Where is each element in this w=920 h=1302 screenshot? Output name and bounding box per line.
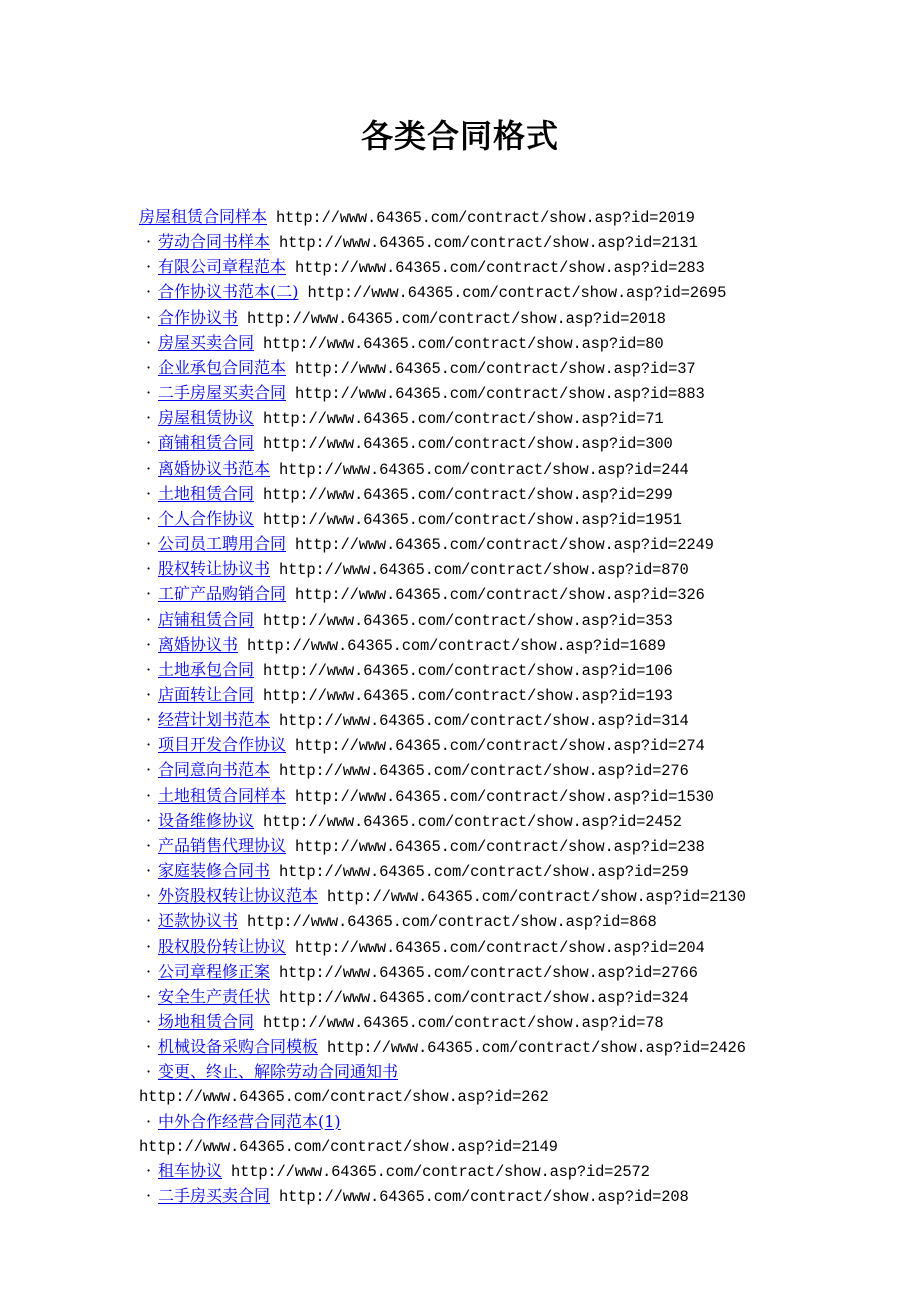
- list-item: [139, 658, 839, 683]
- bullet-mark: ·: [145, 760, 152, 780]
- contract-link[interactable]: 安全生产责任状: [158, 986, 271, 1006]
- contract-url: http://www.64365.com/contract/show.asp?id=883: [295, 385, 705, 404]
- bullet-mark: ·: [145, 886, 152, 906]
- bullet-mark: ·: [145, 684, 152, 704]
- bullet-mark: ·: [145, 1037, 152, 1057]
- contract-url: http://www.64365.com/contract/show.asp?id=2572: [231, 1162, 650, 1181]
- bullet-mark: ·: [145, 785, 152, 805]
- bullet-mark: ·: [145, 483, 152, 503]
- contract-url: http://www.64365.com/contract/show.asp?id=1951: [263, 510, 682, 529]
- list-item: [139, 381, 839, 406]
- contract-url: http://www.64365.com/contract/show.asp?id=106: [263, 661, 673, 680]
- contract-link[interactable]: 股权转让协议书: [158, 559, 271, 579]
- contract-url: http://www.64365.com/contract/show.asp?id=2695: [307, 284, 727, 303]
- contract-url: http://www.64365.com/contract/show.asp?id=2131: [279, 234, 698, 253]
- list-item: [139, 960, 839, 985]
- list-item: [139, 1184, 839, 1209]
- page-title: 各类合同格式: [360, 117, 559, 155]
- list-item: [139, 758, 839, 783]
- list-item: [139, 608, 839, 633]
- contract-link[interactable]: 产品销售代理协议: [158, 835, 287, 855]
- contract-link[interactable]: 房屋买卖合同: [158, 332, 255, 352]
- list-item: [139, 809, 839, 834]
- contract-link[interactable]: 股权股份转让协议: [158, 936, 287, 956]
- list-item: [139, 834, 839, 859]
- contract-link[interactable]: 租车协议: [158, 1160, 223, 1180]
- list-item: [139, 784, 839, 809]
- list-item: [139, 1159, 839, 1184]
- bullet-mark: ·: [145, 357, 152, 377]
- list-item: [139, 1110, 839, 1134]
- bullet-mark: ·: [145, 911, 152, 931]
- bullet-mark: ·: [145, 1160, 152, 1180]
- contract-link[interactable]: 合作协议书范本(二): [158, 282, 299, 302]
- bullet-mark: ·: [145, 861, 152, 881]
- bullet-mark: ·: [145, 961, 152, 981]
- bullet-mark: ·: [145, 634, 152, 654]
- contract-link[interactable]: 房屋租赁合同样本: [139, 207, 268, 226]
- bullet-mark: ·: [145, 1012, 152, 1031]
- bullet-mark: ·: [145, 232, 152, 252]
- list-item: [139, 884, 839, 909]
- contract-url: http://www.64365.com/contract/show.asp?id=300: [263, 435, 673, 454]
- list-item: [139, 985, 839, 1010]
- contract-link[interactable]: 二手房买卖合同: [158, 1186, 271, 1206]
- list-item: [139, 457, 839, 482]
- list-item: [139, 909, 839, 934]
- list-item: [139, 1060, 839, 1084]
- bullet-mark: ·: [145, 659, 152, 679]
- contract-url: http://www.64365.com/contract/show.asp?id=1530: [295, 787, 714, 806]
- bullet-mark: ·: [145, 735, 152, 755]
- bullet-mark: ·: [145, 257, 152, 277]
- bullet-mark: ·: [145, 1062, 152, 1082]
- contract-url: http://www.64365.com/contract/show.asp?id=244: [279, 460, 689, 479]
- contract-url: http://www.64365.com/contract/show.asp?id=2426: [327, 1039, 746, 1058]
- contract-link[interactable]: 还款协议书: [158, 911, 239, 931]
- list-item: [139, 557, 839, 582]
- contract-url: http://www.64365.com/contract/show.asp?id=353: [263, 611, 673, 630]
- contract-link[interactable]: 项目开发合作协议: [158, 735, 287, 755]
- contract-link[interactable]: 店铺租赁合同: [158, 609, 255, 629]
- contract-link[interactable]: 土地租赁合同样本: [158, 785, 287, 805]
- contract-list: [139, 205, 839, 1209]
- bullet-mark: ·: [145, 936, 152, 956]
- contract-link[interactable]: 机械设备采购合同模板: [158, 1037, 319, 1057]
- contract-link[interactable]: 土地承包合同: [158, 659, 255, 679]
- contract-link[interactable]: 离婚协议书: [158, 634, 239, 654]
- contract-link[interactable]: 合作协议书: [158, 307, 239, 327]
- contract-url: http://www.64365.com/contract/show.asp?id=276: [279, 762, 689, 781]
- bullet-mark: ·: [145, 986, 152, 1006]
- contract-url: http://www.64365.com/contract/show.asp?id=193: [263, 686, 673, 705]
- contract-url: http://www.64365.com/contract/show.asp?id=868: [247, 913, 657, 932]
- bullet-mark: ·: [145, 383, 152, 403]
- contract-url: http://www.64365.com/contract/show.asp?id=1689: [247, 636, 666, 655]
- contract-url: http://www.64365.com/contract/show.asp?id=326: [295, 586, 705, 605]
- contract-url: http://www.64365.com/contract/show.asp?id=283: [295, 259, 705, 278]
- list-item-continuation: [139, 1084, 839, 1109]
- contract-link[interactable]: 土地租赁合同: [158, 483, 255, 503]
- contract-link[interactable]: 房屋租赁协议: [158, 408, 255, 428]
- contract-url: http://www.64365.com/contract/show.asp?id=259: [279, 863, 689, 882]
- contract-url: http://www.64365.com/contract/show.asp?id=204: [295, 938, 705, 957]
- contract-link[interactable]: 中外合作经营合同范本(1): [158, 1111, 341, 1131]
- bullet-mark: ·: [145, 508, 152, 528]
- bullet-mark: ·: [145, 307, 152, 327]
- contract-link[interactable]: 二手房屋买卖合同: [158, 383, 287, 403]
- contract-url: http://www.64365.com/contract/show.asp?id=314: [279, 712, 689, 731]
- list-item: [139, 230, 839, 255]
- list-item: [139, 582, 839, 607]
- list-item: [139, 306, 839, 331]
- list-item: [139, 733, 839, 758]
- bullet-mark: ·: [145, 584, 152, 604]
- contract-url: http://www.64365.com/contract/show.asp?id=2452: [263, 812, 682, 831]
- list-item: [139, 331, 839, 356]
- bullet-mark: ·: [145, 282, 152, 302]
- contract-url: http://www.64365.com/contract/show.asp?id=2249: [295, 536, 714, 555]
- list-item: [139, 482, 839, 507]
- contract-url: http://www.64365.com/contract/show.asp?id=870: [279, 561, 689, 580]
- contract-url: http://www.64365.com/contract/show.asp?id=262: [139, 1088, 549, 1107]
- contract-link[interactable]: 个人合作协议: [158, 508, 255, 528]
- contract-url: http://www.64365.com/contract/show.asp?id=299: [263, 485, 673, 504]
- list-item: [139, 205, 839, 230]
- bullet-mark: ·: [145, 1186, 152, 1206]
- bullet-mark: ·: [145, 609, 152, 629]
- bullet-mark: ·: [145, 458, 152, 478]
- contract-link[interactable]: 合同意向书范本: [158, 760, 271, 780]
- contract-url: http://www.64365.com/contract/show.asp?id=80: [263, 334, 664, 353]
- contract-link[interactable]: 企业承包合同范本: [158, 357, 287, 377]
- bullet-mark: ·: [145, 332, 152, 352]
- contract-link[interactable]: 外资股权转让协议范本: [158, 886, 319, 906]
- contract-link[interactable]: 店面转让合同: [158, 684, 255, 704]
- bullet-mark: ·: [145, 810, 152, 830]
- list-item: [139, 1035, 839, 1060]
- contract-url: http://www.64365.com/contract/show.asp?id=71: [263, 410, 664, 429]
- list-item: [139, 633, 839, 658]
- contract-url: http://www.64365.com/contract/show.asp?id=2018: [247, 309, 666, 328]
- bullet-mark: ·: [145, 710, 152, 730]
- contract-url: http://www.64365.com/contract/show.asp?id=2130: [327, 888, 746, 907]
- list-item: [139, 280, 839, 305]
- contract-url: http://www.64365.com/contract/show.asp?id=274: [295, 737, 705, 756]
- bullet-mark: ·: [145, 559, 152, 579]
- bullet-mark: ·: [145, 835, 152, 855]
- list-item: [139, 708, 839, 733]
- contract-link[interactable]: 经营计划书范本: [158, 710, 271, 730]
- list-item: [139, 255, 839, 280]
- contract-url: http://www.64365.com/contract/show.asp?id=2766: [279, 963, 698, 982]
- contract-link[interactable]: 有限公司章程范本: [158, 257, 287, 277]
- list-item-continuation: [139, 1134, 839, 1159]
- list-item: [139, 935, 839, 960]
- contract-link[interactable]: 离婚协议书范本: [158, 458, 271, 478]
- contract-link[interactable]: 工矿产品购销合同: [158, 584, 287, 604]
- contract-link[interactable]: 设备维修协议: [158, 810, 255, 830]
- list-item: [139, 532, 839, 557]
- contract-url: http://www.64365.com/contract/show.asp?id=2149: [139, 1137, 558, 1156]
- list-item: [139, 859, 839, 884]
- list-item: [139, 356, 839, 381]
- list-item: [139, 683, 839, 708]
- contract-link[interactable]: 劳动合同书样本: [158, 232, 271, 252]
- list-item: [139, 406, 839, 431]
- list-item: [139, 431, 839, 456]
- contract-url: http://www.64365.com/contract/show.asp?id=78: [263, 1014, 664, 1032]
- bullet-mark: ·: [145, 408, 152, 428]
- contract-link[interactable]: 商铺租赁合同: [158, 433, 255, 453]
- contract-url: http://www.64365.com/contract/show.asp?id=37: [295, 359, 696, 378]
- contract-link[interactable]: 变更、终止、解除劳动合同通知书: [158, 1062, 399, 1082]
- contract-link[interactable]: 家庭装修合同书: [158, 861, 271, 881]
- contract-url: http://www.64365.com/contract/show.asp?id=208: [279, 1188, 689, 1207]
- list-item: [139, 1010, 839, 1035]
- contract-link[interactable]: 公司员工聘用合同: [158, 534, 287, 554]
- contract-url: http://www.64365.com/contract/show.asp?id=324: [279, 988, 689, 1007]
- contract-link[interactable]: 场地租赁合同: [158, 1012, 255, 1031]
- contract-url: http://www.64365.com/contract/show.asp?id=2019: [276, 209, 695, 227]
- contract-url: http://www.64365.com/contract/show.asp?id=238: [295, 837, 705, 856]
- bullet-mark: ·: [145, 1111, 152, 1131]
- contract-link[interactable]: 公司章程修正案: [158, 961, 271, 981]
- list-item: [139, 507, 839, 532]
- bullet-mark: ·: [145, 534, 152, 554]
- bullet-mark: ·: [145, 433, 152, 453]
